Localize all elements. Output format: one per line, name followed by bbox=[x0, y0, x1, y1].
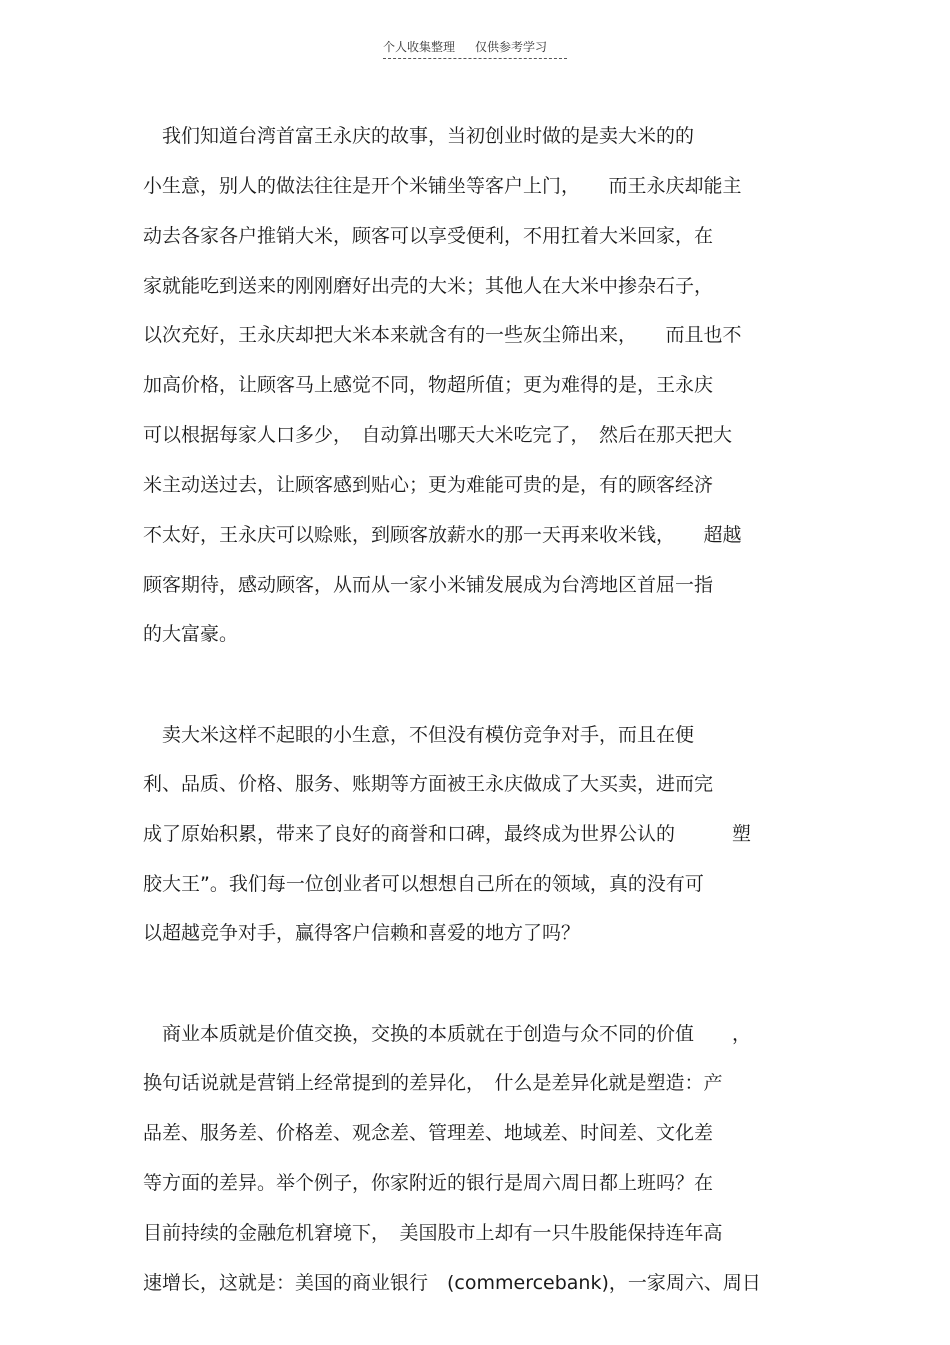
text-line: 卖大米这样不起眼的小生意，不但没有模仿竞争对手，而且在便 bbox=[143, 724, 695, 746]
text-line: 我们知道台湾首富王永庆的故事，当初创业时做的是卖大米的的 bbox=[143, 125, 695, 147]
text-line: 可以根据每家人口多少， 自动算出哪天大米吃完了， 然后在那天把大 bbox=[143, 424, 733, 446]
text-line: 加高价格，让顾客马上感觉不同，物超所值；更为难得的是，王永庆 bbox=[143, 374, 714, 396]
text-line: 商业本质就是价值交换，交换的本质就在于创造与众不同的价值 ， bbox=[143, 1023, 752, 1045]
text-line: 不太好，王永庆可以赊账，到顾客放薪水的那一天再来收米钱， 超越 bbox=[143, 524, 742, 546]
text-line: 顾客期待，感动顾客，从而从一家小米铺发展成为台湾地区首屈一指 bbox=[143, 574, 714, 596]
header-right-text: 仅供参考学习 bbox=[475, 40, 548, 54]
text-line: 目前持续的金融危机窘境下， 美国股市上却有一只牛股能保持连年高 bbox=[143, 1222, 723, 1244]
text-line: 胶大王”。我们每一位创业者可以想想自己所在的领域，真的没有可 bbox=[143, 873, 704, 895]
text-line: 换句话说就是营销上经常提到的差异化， 什么是差异化就是塑造：产 bbox=[143, 1072, 723, 1094]
text-line: 的大富豪。 bbox=[143, 623, 239, 645]
text-line: 利、品质、价格、服务、账期等方面被王永庆做成了大买卖，进而完 bbox=[143, 773, 714, 795]
text-line: 小生意，别人的做法往往是开个米铺坐等客户上门， 而王永庆却能主 bbox=[143, 175, 742, 197]
text-line: 家就能吃到送来的刚刚磨好出壳的大米；其他人在大米中掺杂石子， bbox=[143, 275, 714, 297]
text-line: 动去各家各户推销大米，顾客可以享受便利，不用扛着大米回家，在 bbox=[143, 225, 714, 247]
page-header bbox=[383, 38, 567, 59]
text-line: 米主动送过去，让顾客感到贴心；更为难能可贵的是，有的顾客经济 bbox=[143, 474, 714, 496]
text-line: 以次充好，王永庆却把大米本来就含有的一些灰尘筛出来， 而且也不 bbox=[143, 324, 742, 346]
text-line: 速增长，这就是：美国的商业银行 (commercebank)，一家周六、周日 bbox=[143, 1272, 761, 1294]
header-left-text: 个人收集整理 bbox=[383, 40, 456, 54]
text-line: 以超越竞争对手，赢得客户信赖和喜爱的地方了吗？ bbox=[143, 922, 581, 944]
text-line: 成了原始积累，带来了良好的商誉和口碑，最终成为世界公认的 塑 bbox=[143, 823, 752, 845]
text-line: 等方面的差异。举个例子，你家附近的银行是周六周日都上班吗？在 bbox=[143, 1172, 714, 1194]
text-line: 品差、服务差、价格差、观念差、管理差、地域差、时间差、文化差 bbox=[143, 1122, 714, 1144]
